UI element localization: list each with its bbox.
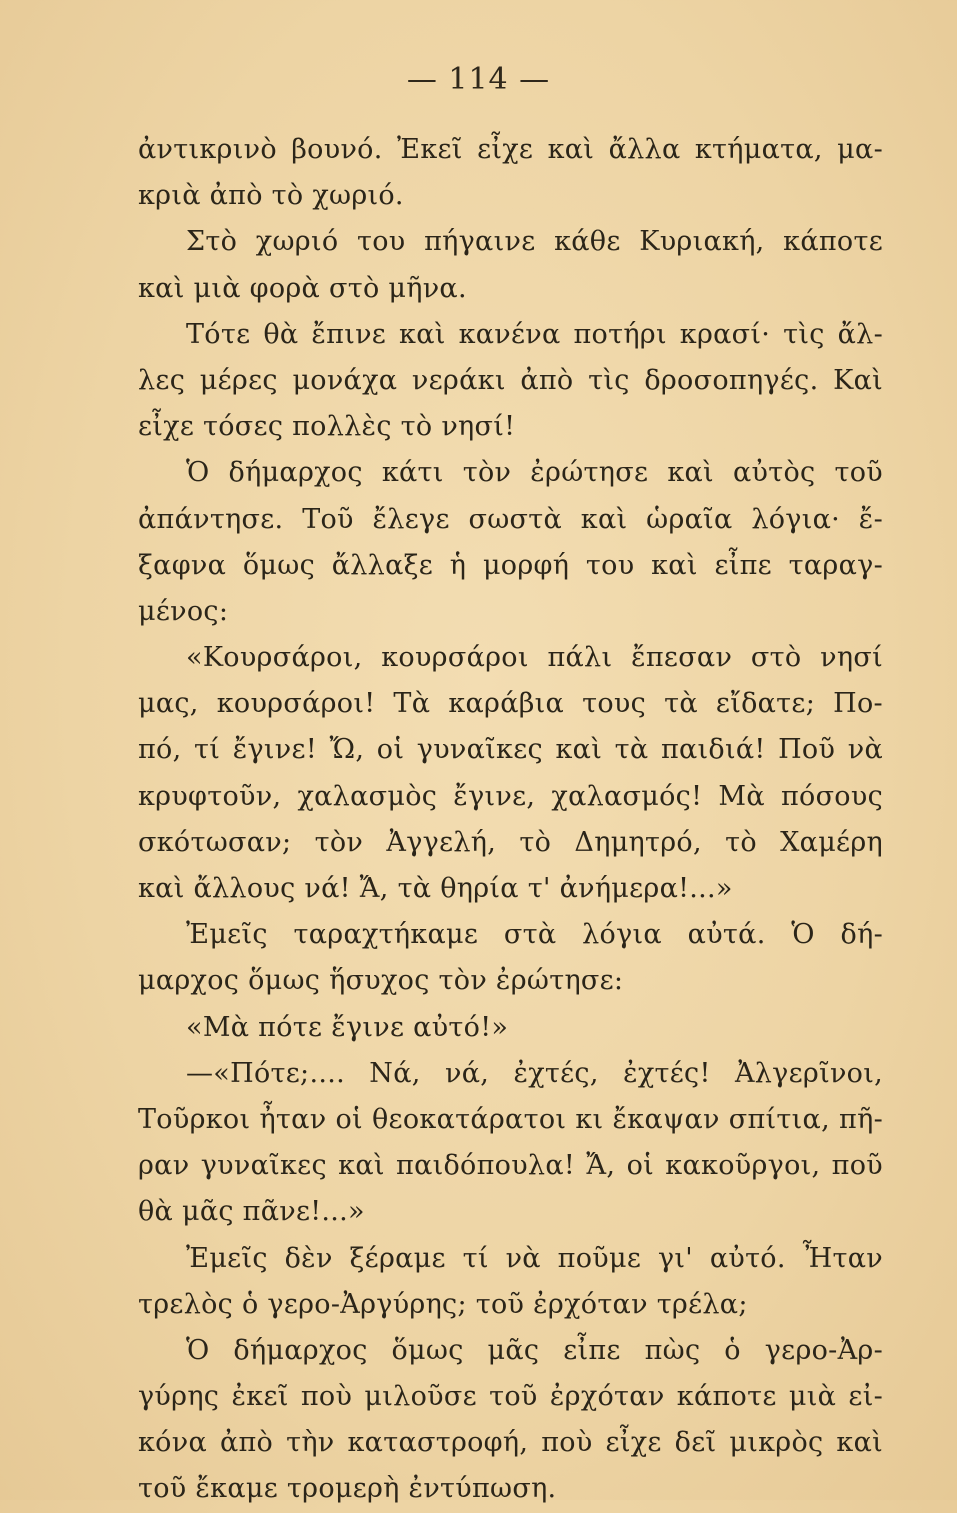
text-line: Στὸ χωριό του πήγαινε κάθε Κυριακή, κάποτε (186, 226, 883, 258)
text-line: μαρχος ὅμως ἥσυχος τὸν ἐρώτησε: (138, 965, 624, 997)
text-line: «Μὰ πότε ἔγινε αὐτό!» (186, 1011, 509, 1043)
text-line: Τοῦρκοι ἦταν οἱ θεοκατάρατοι κι ἔκαψαν σπίτια, πῆ- (138, 1103, 883, 1135)
page-number: — 114 — (406, 62, 551, 97)
text-line: μένος: (138, 595, 229, 627)
text-line: κόνα ἀπὸ τὴν καταστροφή, ποὺ εἶχε δεῖ μικρὸς καὶ (138, 1427, 883, 1459)
text-line: ραν γυναῖκες καὶ παιδόπουλα! Ἄ, οἱ κακοῦργοι, ποῦ (138, 1150, 883, 1182)
text-line: Τότε θὰ ἔπινε καὶ κανένα ποτήρι κρασί· τὶς ἄλ- (186, 318, 883, 350)
text-line: —«Πότε;.... Νά, νά, ἐχτές, ἐχτές! Ἀλγερῖνοι, (186, 1057, 883, 1089)
text-line: τοῦ ἔκαμε τρομερὴ ἐντύπωση. (138, 1473, 557, 1505)
text-line: σκότωσαν; τὸν Ἀγγελή, τὸ Δημητρό, τὸ Χαμέρη (138, 826, 883, 858)
text-line: Ἐμεῖς δὲν ξέραμε τί νὰ ποῦμε γι' αὐτό. Ἦταν (186, 1242, 883, 1274)
text-line: λες μέρες μονάχα νεράκι ἀπὸ τὶς δροσοπηγές. Καὶ (138, 364, 883, 396)
text-line: θὰ μᾶς πᾶνε!...» (138, 1196, 365, 1228)
text-line: ἀπάντησε. Τοῦ ἔλεγε σωστὰ καὶ ὡραῖα λόγια· ἔ- (138, 503, 883, 535)
text-line: Ὁ δήμαρχος κάτι τὸν ἐρώτησε καὶ αὐτὸς τοῦ (186, 457, 883, 489)
text-line: κριὰ ἀπὸ τὸ χωριό. (138, 180, 404, 212)
body-text (138, 127, 883, 1513)
text-line: Ἐμεῖς ταραχτήκαμε στὰ λόγια αὐτά. Ὁ δή- (186, 919, 883, 951)
text-line: μας, κουρσάροι! Τὰ καράβια τους τὰ εἴδατε; Πο- (138, 688, 883, 720)
text-line: «Κουρσάροι, κουρσάροι πάλι ἔπεσαν στὸ νησί (186, 642, 883, 674)
text-line: καὶ ἄλλους νά! Ἄ, τὰ θηρία τ' ἀνήμερα!...» (138, 873, 733, 904)
text-line: γύρης ἐκεῖ ποὺ μιλοῦσε τοῦ ἐρχόταν κάποτε μιὰ εἰ- (138, 1381, 883, 1413)
text-line: εἶχε τόσες πολλὲς τὸ νησί! (138, 411, 516, 443)
text-line: ξαφνα ὅμως ἄλλαξε ἡ μορφή του καὶ εἶπε ταραγ- (138, 549, 883, 581)
text-line: καὶ μιὰ φορὰ στὸ μῆνα. (138, 272, 467, 304)
text-line: κρυφτοῦν, χαλασμὸς ἔγινε, χαλασμός! Μὰ πόσους (138, 780, 883, 812)
text-line: Ὁ δήμαρχος ὅμως μᾶς εἶπε πὼς ὁ γερο-Ἀρ- (186, 1334, 883, 1366)
text-line: πό, τί ἔγινε! Ὤ, οἱ γυναῖκες καὶ τὰ παιδιά! Ποῦ νὰ (138, 734, 883, 766)
text-line: τρελὸς ὁ γερο-Ἀργύρης; τοῦ ἐρχόταν τρέλα; (138, 1288, 748, 1320)
text-line: ἀντικρινὸ βουνό. Ἐκεῖ εἶχε καὶ ἄλλα κτήματα, μα- (138, 134, 883, 165)
